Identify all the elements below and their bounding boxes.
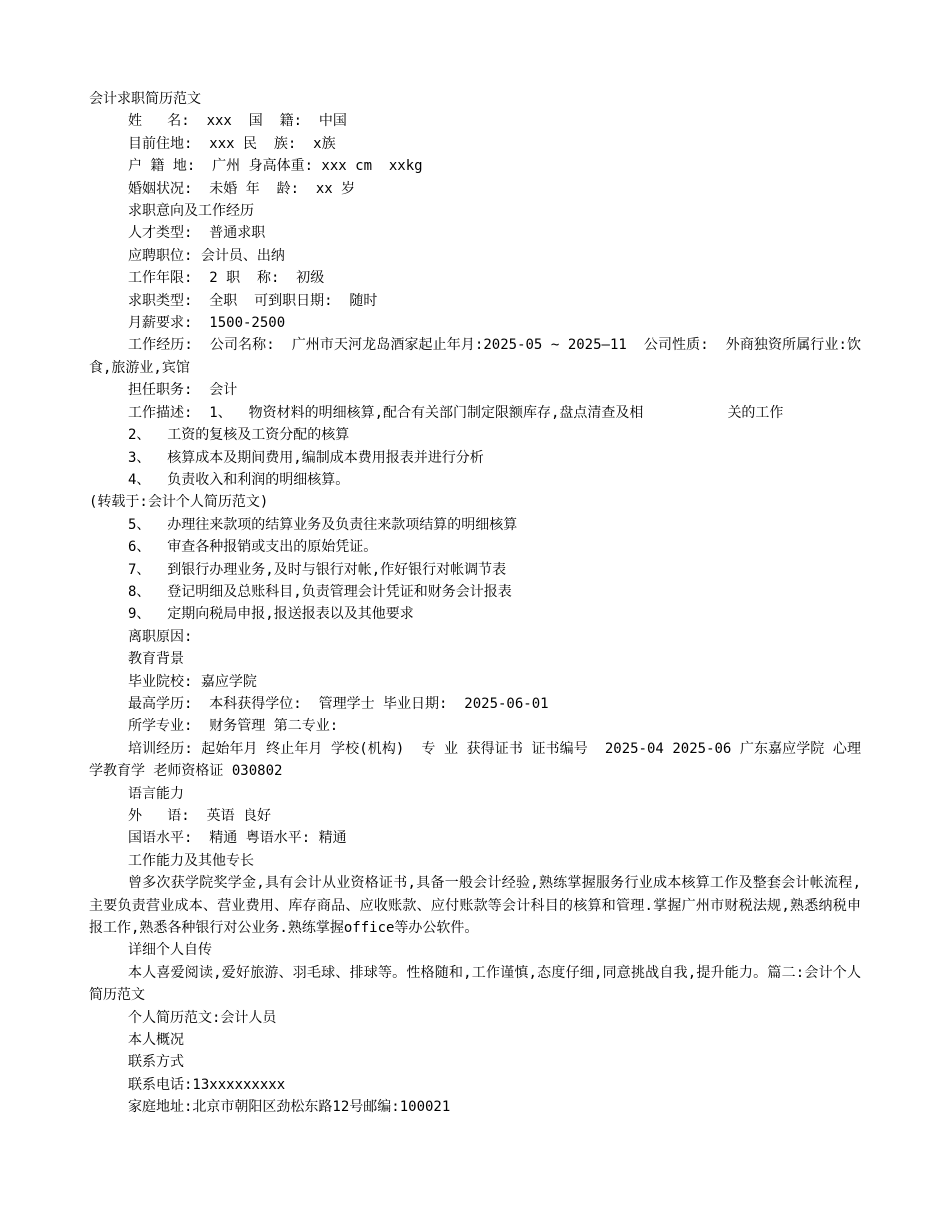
work-description-item-5: 5、 办理往来款项的结算业务及负责往来款项结算的明细核算 (128, 516, 518, 533)
second-resume-title: 个人简历范文:会计人员 (128, 1009, 277, 1026)
training-line: 培训经历: 起始年月 终止年月 学校(机构) 专 业 获得证书 证书编号 2025-04 2025-06 广东嘉应学院 心理学教育学 老师资格证 030802 (89, 740, 861, 780)
position-line: 应聘职位: 会计员、出纳 (128, 247, 285, 264)
section-heading-language: 语言能力 (128, 785, 184, 802)
work-description-item-4: 4、 负责收入和利润的明细核算。 (128, 471, 350, 488)
section-heading-job-intent: 求职意向及工作经历 (128, 203, 254, 220)
talent-type-line: 人才类型: 普通求职 (128, 225, 266, 242)
work-description-item-1-text: 工作描述: 1、 物资材料的明细核算,配合有关部门制定限额库存,盘点清查及相 (128, 404, 644, 421)
phone-line: 联系电话:13xxxxxxxxx (128, 1076, 286, 1093)
work-description-item-7: 7、 到银行办理业务,及时与银行对帐,作好银行对帐调节表 (128, 561, 507, 578)
duty-line: 担任职务: 会计 (128, 382, 238, 399)
work-description-item-8: 8、 登记明细及总账科目,负责管理会计凭证和财务会计报表 (128, 583, 512, 600)
degree-line: 最高学历: 本科获得学位: 管理学士 毕业日期: 2025-06-01 (128, 695, 549, 712)
section-heading-autobiography: 详细个人自传 (128, 942, 212, 959)
resume-document (89, 88, 861, 1119)
work-description-item-6: 6、 审查各种报销或支出的原始凭证。 (128, 539, 378, 556)
reprint-note: (转载于:会计个人简历范文) (89, 494, 269, 511)
section-heading-overview: 本人概况 (128, 1032, 184, 1049)
marital-age-line: 婚姻状况: 未婚 年 龄: xx 岁 (128, 180, 356, 197)
work-years-title-line: 工作年限: 2 职 称: 初级 (128, 270, 325, 287)
work-description-item-1-tail: 关的工作 (727, 404, 784, 421)
work-description-item-2: 2、 工资的复核及工资分配的核算 (128, 427, 350, 444)
hukou-height-weight-line: 户 籍 地: 广州 身高体重: xxx cm xxkg (128, 158, 423, 175)
autobiography-paragraph: 本人喜爱阅读,爱好旅游、羽毛球、排球等。性格随和,工作谨慎,态度仔细,同意挑战自我,提升能力。篇二:会计个人简历范文 (89, 964, 861, 1004)
residence-ethnicity-line: 目前住地: xxx 民 族: x族 (128, 135, 336, 152)
address-line: 家庭地址:北京市朝阳区劲松东路12号邮编:100021 (128, 1099, 451, 1116)
section-heading-skills: 工作能力及其他专长 (128, 852, 254, 869)
section-heading-contact: 联系方式 (128, 1054, 184, 1071)
work-experience-line: 工作经历: 公司名称: 广州市天河龙岛酒家起止年月:2025-05 ~ 2025—11 公司性质: 外商独资所属行业:饮食,旅游业,宾馆 (89, 337, 861, 376)
work-description-item-9: 9、 定期向税局申报,报送报表以及其他要求 (128, 606, 414, 623)
salary-line: 月薪要求: 1500-2500 (128, 315, 286, 332)
school-line: 毕业院校: 嘉应学院 (128, 673, 257, 690)
work-description-item-3: 3、 核算成本及期间费用,编制成本费用报表并进行分析 (128, 449, 484, 466)
leaving-reason-line: 离职原因: (128, 628, 193, 645)
work-description-item-1 (89, 402, 861, 424)
doc-title: 会计求职简历范文 (89, 91, 201, 107)
section-heading-education: 教育背景 (128, 651, 184, 668)
foreign-language-line: 外 语: 英语 良好 (128, 808, 272, 824)
name-nationality-line: 姓 名: xxx 国 籍: 中国 (128, 113, 347, 130)
mandarin-cantonese-line: 国语水平: 精通 粤语水平: 精通 (128, 830, 347, 847)
skills-paragraph: 曾多次获学院奖学金,具有会计从业资格证书,具备一般会计经验,熟练掌握服务行业成本核算工作及整套会计帐流程,主要负责营业成本、营业费用、库存商品、应收账款、应付账款等会计科目的核算和管理.掌握广州市财税法规,熟悉纳税申报工作,熟悉各种银行对公业务.熟练掌握office等办公软件。 (89, 875, 861, 937)
job-type-start-date-line: 求职类型: 全职 可到职日期: 随时 (128, 292, 378, 309)
major-line: 所学专业: 财务管理 第二专业: (128, 718, 339, 735)
